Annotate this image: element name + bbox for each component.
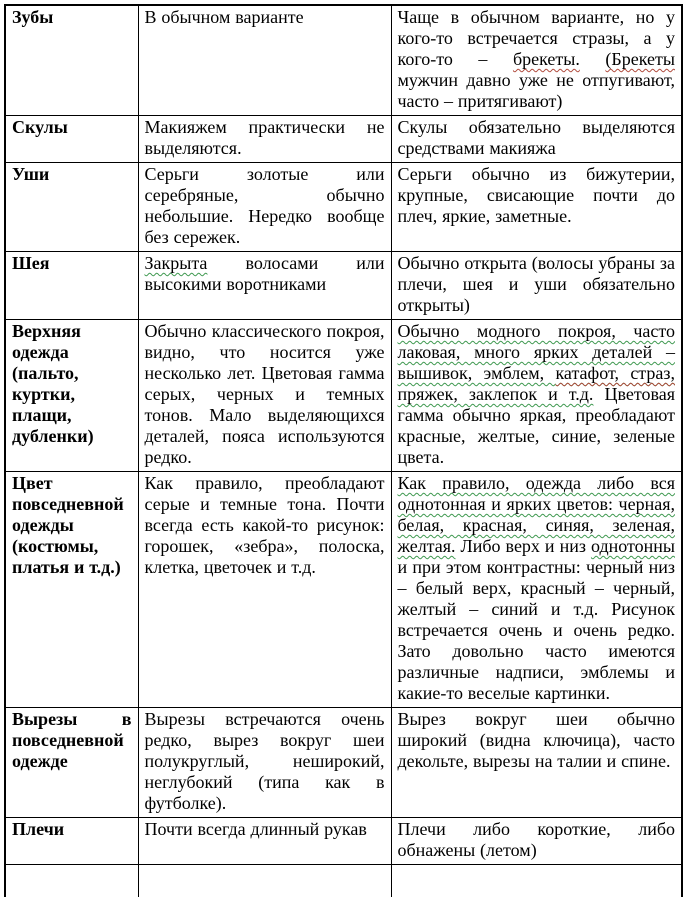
- comparison-table: [4, 4, 683, 897]
- right-variant-cell: Серьги обычно из бижутерии, крупные, свисающие почти до плеч, яркие, заметные.: [391, 163, 682, 252]
- grammar-underline: однотонны: [590, 536, 675, 556]
- right-variant-cell: Как правило, одежда либо вся однотонная и ярких цветов: черная, белая, красная, синяя, зеленая, желтая. Либо верх и низ однотонны и при этом контрастны: черный низ – белый верх, красный – черный, желтый – синий и т.д. Рисунок встречается очень и очень редко. Зато довольно часто имеются различные надписи, эмблемы и какие-то веселые картинки.: [391, 472, 682, 708]
- feature-cell: Верхняя одежда (пальто, куртки, плащи, дубленки): [5, 320, 138, 472]
- left-variant-cell: Закрыта волосами или высокими воротниками: [138, 252, 391, 320]
- table-row: [5, 163, 682, 252]
- grammar-underline: Обычно модного покроя, часто лаковая, много ярких деталей – вышивок, эмблем,: [397, 321, 675, 383]
- grammar-underline: Закрыта: [144, 253, 208, 273]
- feature-cell: [5, 865, 138, 897]
- table-row: [5, 252, 682, 320]
- spellcheck-underline: брекеты.: [512, 49, 580, 69]
- left-variant-cell: [138, 865, 391, 897]
- feature-cell: Уши: [5, 163, 138, 252]
- feature-cell: Шея: [5, 252, 138, 320]
- feature-cell: Вырезы в повседневной одежде: [5, 708, 138, 818]
- left-variant-cell: Почти всегда длинный рукав: [138, 818, 391, 865]
- right-variant-cell: [391, 865, 682, 897]
- table-row: [5, 472, 682, 708]
- table-row: [5, 865, 682, 897]
- right-variant-cell: Чаще в обычном варианте, но у кого-то встречается стразы, а у кого-то – брекеты. (Брекеты мужчин давно уже не отпугивают, часто – притягивают): [391, 5, 682, 116]
- spellcheck-underline: (Брекеты: [605, 49, 675, 69]
- table-body: [5, 5, 682, 897]
- spellcheck-underline: катафот, страз,: [555, 363, 675, 383]
- feature-cell: Цвет повседневной одежды (костюмы, платья и т.д.): [5, 472, 138, 708]
- table-row: [5, 818, 682, 865]
- right-variant-cell: Обычно модного покроя, часто лаковая, много ярких деталей – вышивок, эмблем, катафот, страз, пряжек, заклепок и т.д. Цветовая гамма обычно яркая, преобладают красные, желтые, синие, зеленые цвета.: [391, 320, 682, 472]
- right-variant-cell: Вырез вокруг шеи обычно широкий (видна ключица), часто декольте, вырезы на талии и спине.: [391, 708, 682, 818]
- grammar-underline: Как правило, одежда либо вся однотонная и ярких цветов: черная, белая, красная, синяя, зеленая, желтая.: [397, 473, 675, 556]
- table-row: [5, 5, 682, 116]
- feature-cell: Плечи: [5, 818, 138, 865]
- left-variant-cell: В обычном варианте: [138, 5, 391, 116]
- right-variant-cell: Скулы обязательно выделяются средствами макияжа: [391, 116, 682, 163]
- table-row: [5, 116, 682, 163]
- left-variant-cell: Вырезы встречаются очень редко, вырез вокруг шеи полукруглый, неширокий, неглубокий (типа как в футболке).: [138, 708, 391, 818]
- left-variant-cell: Обычно классического покроя, видно, что носится уже несколько лет. Цветовая гамма серых, черных и темных тонов. Мало выделяющихся деталей, пояса используются редко.: [138, 320, 391, 472]
- grammar-underline: пряжек, заклепок и т.д.: [397, 384, 594, 404]
- left-variant-cell: Серьги золотые или серебряные, обычно небольшие. Нередко вообще без сережек.: [138, 163, 391, 252]
- left-variant-cell: Макияжем практически не выделяются.: [138, 116, 391, 163]
- table-row: [5, 708, 682, 818]
- right-variant-cell: Обычно открыта (волосы убраны за плечи, шея и уши обязательно открыты): [391, 252, 682, 320]
- right-variant-cell: Плечи либо короткие, либо обнажены (летом): [391, 818, 682, 865]
- left-variant-cell: Как правило, преобладают серые и темные тона. Почти всегда есть какой-то рисунок: горошек, «зебра», полоска, клетка, цветочек и т.д.: [138, 472, 391, 708]
- grammar-underline: [555, 363, 675, 383]
- feature-cell: Зубы: [5, 5, 138, 116]
- table-row: [5, 320, 682, 472]
- feature-cell: Скулы: [5, 116, 138, 163]
